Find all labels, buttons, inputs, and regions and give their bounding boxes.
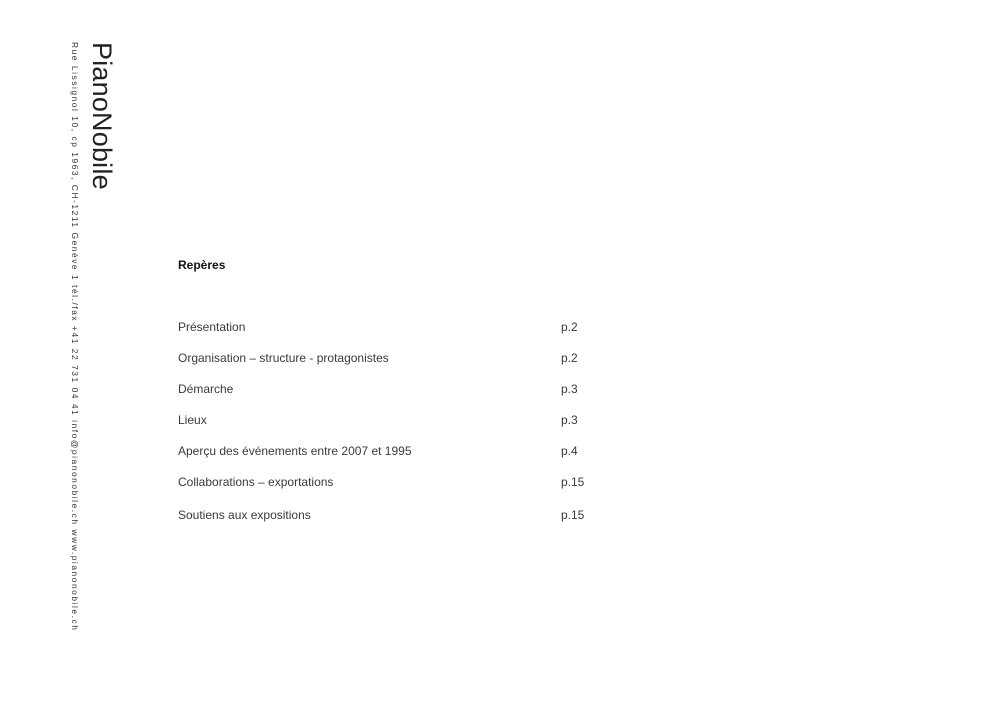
toc-item-label: Présentation <box>178 320 246 334</box>
toc-item-page: p.3 <box>561 382 578 396</box>
brand-name: PianoNobile <box>87 42 117 190</box>
toc-item-label: Aperçu des événements entre 2007 et 1995 <box>178 444 412 458</box>
toc-item-page: p.4 <box>561 444 578 458</box>
toc-item-page: p.2 <box>561 351 578 365</box>
toc-item-organisation <box>178 349 618 380</box>
toc-item-page: p.3 <box>561 413 578 427</box>
toc-item-apercu <box>178 442 618 473</box>
toc-item-page: p.15 <box>561 475 585 489</box>
toc-item-label: Collaborations – exportations <box>178 475 334 489</box>
toc-item-page: p.15 <box>561 508 585 522</box>
toc-item-page: p.2 <box>561 320 578 334</box>
toc-item-collaborations <box>178 473 618 504</box>
toc-item-label: Lieux <box>178 413 207 427</box>
toc-title: Repères <box>178 258 226 272</box>
toc-item-demarche <box>178 380 618 411</box>
toc-list <box>178 318 618 524</box>
contact-address: Rue Lissignol 10, cp 1963, CH-1211 Genève 1 tél./fax +41 22 731 04 41 info@pianonobile.ch www.pianonobile.ch <box>70 42 80 632</box>
letterhead-sidebar <box>0 0 130 701</box>
toc-item-label: Soutiens aux expositions <box>178 508 311 522</box>
toc-item-label: Démarche <box>178 382 234 396</box>
toc-item-soutiens <box>178 506 618 524</box>
toc-item-presentation <box>178 318 618 349</box>
toc-item-label: Organisation – structure - protagonistes <box>178 351 389 365</box>
table-of-contents <box>178 256 618 524</box>
toc-item-lieux <box>178 411 618 442</box>
